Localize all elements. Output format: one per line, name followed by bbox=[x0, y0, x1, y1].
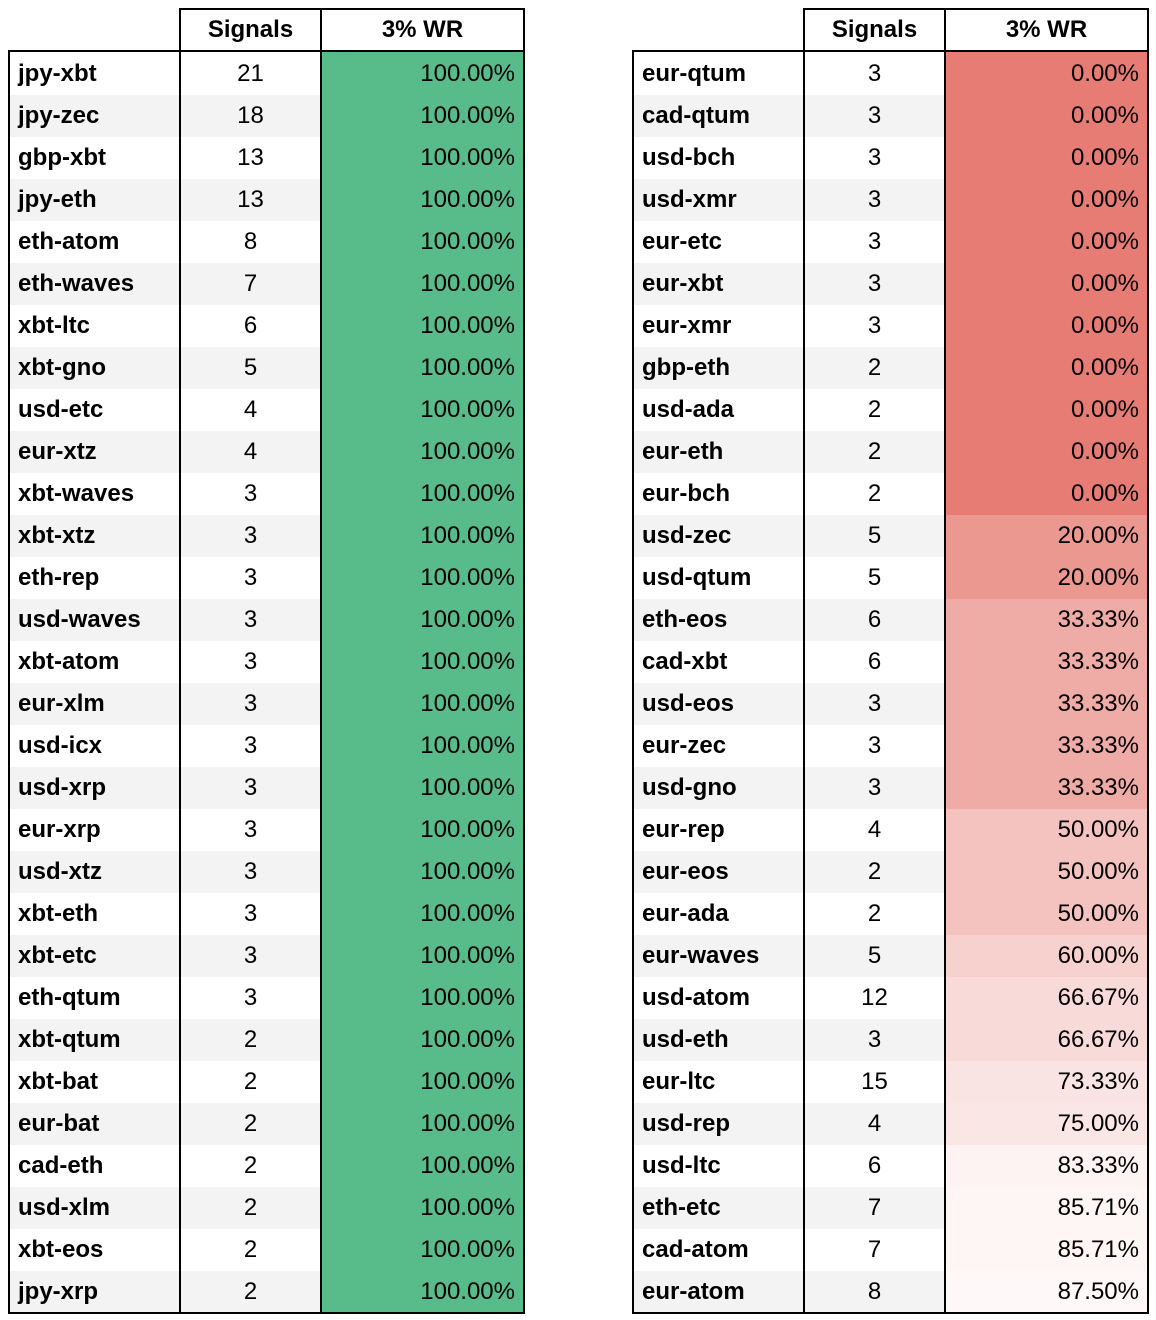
table-row bbox=[633, 809, 1148, 851]
table-row bbox=[633, 179, 1148, 221]
win-rate-cell: 85.71% bbox=[945, 1187, 1148, 1229]
signals-cell: 13 bbox=[180, 179, 321, 221]
win-rate-cell: 0.00% bbox=[945, 95, 1148, 137]
win-rate-cell: 33.33% bbox=[945, 641, 1148, 683]
pair-name-cell: jpy-eth bbox=[9, 179, 180, 221]
signals-cell: 3 bbox=[804, 137, 945, 179]
signals-cell: 3 bbox=[804, 1019, 945, 1061]
pair-name-cell: xbt-eos bbox=[9, 1229, 180, 1271]
table-row bbox=[633, 431, 1148, 473]
win-rate-cell: 100.00% bbox=[321, 473, 524, 515]
table-row bbox=[633, 767, 1148, 809]
table-row bbox=[633, 1145, 1148, 1187]
pair-name-cell: xbt-xtz bbox=[9, 515, 180, 557]
win-rate-cell: 50.00% bbox=[945, 809, 1148, 851]
signals-cell: 4 bbox=[804, 1103, 945, 1145]
signals-cell: 3 bbox=[804, 767, 945, 809]
table-row bbox=[9, 977, 524, 1019]
win-rate-cell: 100.00% bbox=[321, 851, 524, 893]
win-rate-cell: 100.00% bbox=[321, 893, 524, 935]
pair-name-cell: usd-zec bbox=[633, 515, 804, 557]
pair-name-cell: xbt-atom bbox=[9, 641, 180, 683]
signals-cell: 3 bbox=[180, 725, 321, 767]
signals-cell: 2 bbox=[804, 473, 945, 515]
signals-cell: 6 bbox=[180, 305, 321, 347]
pair-name-cell: xbt-etc bbox=[9, 935, 180, 977]
table-row bbox=[9, 515, 524, 557]
signals-cell: 3 bbox=[804, 179, 945, 221]
win-rate-cell: 0.00% bbox=[945, 305, 1148, 347]
table-row bbox=[9, 473, 524, 515]
table-row bbox=[633, 935, 1148, 977]
table-row bbox=[633, 893, 1148, 935]
table-row bbox=[633, 641, 1148, 683]
table-row bbox=[9, 1145, 524, 1187]
pair-name-cell: eur-xmr bbox=[633, 305, 804, 347]
signals-cell: 4 bbox=[180, 431, 321, 473]
pair-name-cell: xbt-qtum bbox=[9, 1019, 180, 1061]
win-rate-cell: 0.00% bbox=[945, 137, 1148, 179]
pair-name-cell: cad-qtum bbox=[633, 95, 804, 137]
signals-cell: 12 bbox=[804, 977, 945, 1019]
signals-cell: 5 bbox=[804, 515, 945, 557]
signals-cell: 3 bbox=[180, 893, 321, 935]
pair-name-cell: cad-xbt bbox=[633, 641, 804, 683]
signals-cell: 3 bbox=[180, 851, 321, 893]
table-row bbox=[9, 95, 524, 137]
table-row bbox=[9, 389, 524, 431]
signals-cell: 3 bbox=[804, 725, 945, 767]
table-row bbox=[9, 1271, 524, 1313]
signals-cell: 3 bbox=[180, 767, 321, 809]
win-rate-cell: 100.00% bbox=[321, 809, 524, 851]
pair-name-cell: eur-atom bbox=[633, 1271, 804, 1313]
signals-cell: 2 bbox=[804, 431, 945, 473]
signals-cell: 7 bbox=[804, 1187, 945, 1229]
signals-cell: 3 bbox=[180, 977, 321, 1019]
table-row bbox=[633, 305, 1148, 347]
win-rate-cell: 50.00% bbox=[945, 851, 1148, 893]
win-rate-cell: 100.00% bbox=[321, 977, 524, 1019]
win-rate-cell: 0.00% bbox=[945, 179, 1148, 221]
win-rate-cell: 87.50% bbox=[945, 1271, 1148, 1313]
table-row bbox=[9, 809, 524, 851]
signals-cell: 3 bbox=[180, 683, 321, 725]
pair-name-cell: usd-xlm bbox=[9, 1187, 180, 1229]
table-row bbox=[9, 725, 524, 767]
win-rate-cell: 85.71% bbox=[945, 1229, 1148, 1271]
pair-name-cell: usd-xtz bbox=[9, 851, 180, 893]
signals-cell: 6 bbox=[804, 1145, 945, 1187]
win-rate-cell: 100.00% bbox=[321, 1229, 524, 1271]
win-rate-cell: 83.33% bbox=[945, 1145, 1148, 1187]
table-row bbox=[9, 1229, 524, 1271]
signals-cell: 3 bbox=[804, 95, 945, 137]
win-rate-cell: 33.33% bbox=[945, 767, 1148, 809]
win-rate-cell: 100.00% bbox=[321, 1271, 524, 1313]
header-win-rate: 3% WR bbox=[321, 9, 524, 51]
table-row bbox=[633, 1019, 1148, 1061]
pair-name-cell: eth-qtum bbox=[9, 977, 180, 1019]
win-rate-cell: 100.00% bbox=[321, 389, 524, 431]
signals-cell: 2 bbox=[180, 1187, 321, 1229]
table-row bbox=[633, 1103, 1148, 1145]
signals-cell: 3 bbox=[180, 935, 321, 977]
win-rate-cell: 0.00% bbox=[945, 221, 1148, 263]
win-rate-cell: 100.00% bbox=[321, 725, 524, 767]
table-row bbox=[633, 557, 1148, 599]
table-row bbox=[9, 305, 524, 347]
signals-cell: 3 bbox=[804, 683, 945, 725]
win-rate-cell: 66.67% bbox=[945, 1019, 1148, 1061]
pair-name-cell: eur-ltc bbox=[633, 1061, 804, 1103]
signals-cell: 2 bbox=[804, 347, 945, 389]
pair-name-cell: eur-eth bbox=[633, 431, 804, 473]
signals-cell: 13 bbox=[180, 137, 321, 179]
pair-name-cell: usd-xmr bbox=[633, 179, 804, 221]
signals-cell: 3 bbox=[804, 305, 945, 347]
pair-name-cell: eur-xrp bbox=[9, 809, 180, 851]
pair-name-cell: eur-rep bbox=[633, 809, 804, 851]
signals-cell: 5 bbox=[180, 347, 321, 389]
pair-name-cell: eth-rep bbox=[9, 557, 180, 599]
win-rate-cell: 100.00% bbox=[321, 1019, 524, 1061]
table-row bbox=[9, 137, 524, 179]
table-row bbox=[9, 767, 524, 809]
right-results-table bbox=[632, 8, 1149, 1314]
signals-cell: 7 bbox=[804, 1229, 945, 1271]
pair-name-cell: usd-xrp bbox=[9, 767, 180, 809]
table-row bbox=[633, 725, 1148, 767]
pair-name-cell: jpy-xbt bbox=[9, 51, 180, 95]
table-row bbox=[633, 1187, 1148, 1229]
win-rate-cell: 100.00% bbox=[321, 683, 524, 725]
pair-name-cell: eth-waves bbox=[9, 263, 180, 305]
table-row bbox=[633, 95, 1148, 137]
table-row bbox=[9, 935, 524, 977]
signals-cell: 8 bbox=[180, 221, 321, 263]
win-rate-cell: 20.00% bbox=[945, 515, 1148, 557]
table-row bbox=[633, 221, 1148, 263]
signals-cell: 2 bbox=[180, 1229, 321, 1271]
win-rate-cell: 0.00% bbox=[945, 389, 1148, 431]
win-rate-cell: 100.00% bbox=[321, 305, 524, 347]
pair-name-cell: eth-atom bbox=[9, 221, 180, 263]
header-win-rate: 3% WR bbox=[945, 9, 1148, 51]
win-rate-cell: 0.00% bbox=[945, 347, 1148, 389]
win-rate-cell: 100.00% bbox=[321, 1061, 524, 1103]
win-rate-cell: 75.00% bbox=[945, 1103, 1148, 1145]
pair-name-cell: gbp-eth bbox=[633, 347, 804, 389]
signals-cell: 5 bbox=[804, 557, 945, 599]
win-rate-cell: 60.00% bbox=[945, 935, 1148, 977]
pair-name-cell: eur-qtum bbox=[633, 51, 804, 95]
table-row bbox=[633, 473, 1148, 515]
signals-cell: 3 bbox=[180, 641, 321, 683]
table-row bbox=[633, 851, 1148, 893]
table-row bbox=[9, 851, 524, 893]
left-results-table bbox=[8, 8, 525, 1314]
pair-name-cell: xbt-gno bbox=[9, 347, 180, 389]
table-row bbox=[633, 977, 1148, 1019]
pair-name-cell: eur-xtz bbox=[9, 431, 180, 473]
signals-cell: 2 bbox=[804, 851, 945, 893]
pair-name-cell: usd-ada bbox=[633, 389, 804, 431]
table-row bbox=[9, 179, 524, 221]
pair-name-cell: gbp-xbt bbox=[9, 137, 180, 179]
signals-cell: 7 bbox=[180, 263, 321, 305]
pair-name-cell: eur-waves bbox=[633, 935, 804, 977]
pair-name-cell: eur-eos bbox=[633, 851, 804, 893]
table-row bbox=[9, 683, 524, 725]
win-rate-cell: 100.00% bbox=[321, 221, 524, 263]
pair-name-cell: usd-atom bbox=[633, 977, 804, 1019]
pair-name-cell: jpy-zec bbox=[9, 95, 180, 137]
win-rate-cell: 100.00% bbox=[321, 431, 524, 473]
pair-name-cell: usd-waves bbox=[9, 599, 180, 641]
win-rate-cell: 100.00% bbox=[321, 95, 524, 137]
header-row bbox=[9, 9, 524, 51]
table-row bbox=[9, 1187, 524, 1229]
win-rate-cell: 100.00% bbox=[321, 179, 524, 221]
win-rate-cell: 0.00% bbox=[945, 263, 1148, 305]
pair-name-cell: usd-icx bbox=[9, 725, 180, 767]
signals-cell: 2 bbox=[804, 389, 945, 431]
win-rate-cell: 73.33% bbox=[945, 1061, 1148, 1103]
pair-name-cell: eur-xbt bbox=[633, 263, 804, 305]
win-rate-cell: 100.00% bbox=[321, 599, 524, 641]
signals-cell: 3 bbox=[180, 599, 321, 641]
table-row bbox=[633, 51, 1148, 95]
win-rate-cell: 20.00% bbox=[945, 557, 1148, 599]
pair-name-cell: xbt-waves bbox=[9, 473, 180, 515]
signals-cell: 8 bbox=[804, 1271, 945, 1313]
table-row bbox=[633, 1229, 1148, 1271]
signals-cell: 4 bbox=[804, 809, 945, 851]
signals-cell: 18 bbox=[180, 95, 321, 137]
table-row bbox=[9, 1061, 524, 1103]
pair-name-cell: usd-eth bbox=[633, 1019, 804, 1061]
win-rate-cell: 100.00% bbox=[321, 51, 524, 95]
table-row bbox=[633, 515, 1148, 557]
table-row bbox=[9, 557, 524, 599]
signals-cell: 4 bbox=[180, 389, 321, 431]
table-row bbox=[9, 893, 524, 935]
table-row bbox=[633, 389, 1148, 431]
pair-name-cell: eur-etc bbox=[633, 221, 804, 263]
signals-cell: 2 bbox=[180, 1145, 321, 1187]
signals-cell: 3 bbox=[804, 263, 945, 305]
signals-cell: 5 bbox=[804, 935, 945, 977]
pair-name-cell: eur-xlm bbox=[9, 683, 180, 725]
signals-cell: 2 bbox=[180, 1103, 321, 1145]
pair-name-cell: eur-bat bbox=[9, 1103, 180, 1145]
win-rate-cell: 100.00% bbox=[321, 557, 524, 599]
pair-name-cell: xbt-eth bbox=[9, 893, 180, 935]
win-rate-cell: 0.00% bbox=[945, 473, 1148, 515]
table-row bbox=[9, 599, 524, 641]
pair-name-cell: usd-ltc bbox=[633, 1145, 804, 1187]
win-rate-cell: 100.00% bbox=[321, 1187, 524, 1229]
win-rate-cell: 33.33% bbox=[945, 725, 1148, 767]
signals-cell: 3 bbox=[180, 809, 321, 851]
signals-cell: 2 bbox=[180, 1061, 321, 1103]
signals-cell: 2 bbox=[804, 893, 945, 935]
pair-name-cell: usd-qtum bbox=[633, 557, 804, 599]
table-row bbox=[9, 347, 524, 389]
signals-cell: 3 bbox=[804, 51, 945, 95]
pair-name-cell: eth-eos bbox=[633, 599, 804, 641]
table-row bbox=[9, 1103, 524, 1145]
table-row bbox=[9, 51, 524, 95]
signals-cell: 3 bbox=[804, 221, 945, 263]
left-table-body bbox=[9, 51, 524, 1313]
signals-cell: 3 bbox=[180, 515, 321, 557]
table-row bbox=[633, 683, 1148, 725]
win-rate-cell: 33.33% bbox=[945, 599, 1148, 641]
table-row bbox=[9, 221, 524, 263]
pair-name-cell: jpy-xrp bbox=[9, 1271, 180, 1313]
win-rate-cell: 100.00% bbox=[321, 1145, 524, 1187]
table-row bbox=[633, 263, 1148, 305]
pair-name-cell: xbt-ltc bbox=[9, 305, 180, 347]
win-rate-cell: 100.00% bbox=[321, 1103, 524, 1145]
table-row bbox=[633, 1061, 1148, 1103]
header-blank-cell bbox=[9, 9, 180, 51]
signals-cell: 21 bbox=[180, 51, 321, 95]
signals-cell: 6 bbox=[804, 599, 945, 641]
pair-name-cell: eur-bch bbox=[633, 473, 804, 515]
pair-name-cell: usd-gno bbox=[633, 767, 804, 809]
signals-cell: 3 bbox=[180, 473, 321, 515]
signals-cell: 3 bbox=[180, 557, 321, 599]
win-rate-cell: 100.00% bbox=[321, 935, 524, 977]
pair-name-cell: eur-zec bbox=[633, 725, 804, 767]
pair-name-cell: usd-eos bbox=[633, 683, 804, 725]
header-signals: Signals bbox=[180, 9, 321, 51]
win-rate-cell: 100.00% bbox=[321, 515, 524, 557]
pair-name-cell: cad-atom bbox=[633, 1229, 804, 1271]
table-row bbox=[9, 641, 524, 683]
table-row bbox=[633, 599, 1148, 641]
win-rate-cell: 100.00% bbox=[321, 263, 524, 305]
win-rate-cell: 33.33% bbox=[945, 683, 1148, 725]
win-rate-cell: 100.00% bbox=[321, 137, 524, 179]
table-row bbox=[633, 1271, 1148, 1313]
right-table-body bbox=[633, 51, 1148, 1313]
pair-name-cell: xbt-bat bbox=[9, 1061, 180, 1103]
win-rate-cell: 66.67% bbox=[945, 977, 1148, 1019]
table-row bbox=[633, 137, 1148, 179]
pair-name-cell: usd-bch bbox=[633, 137, 804, 179]
win-rate-cell: 0.00% bbox=[945, 431, 1148, 473]
win-rate-cell: 100.00% bbox=[321, 347, 524, 389]
header-signals: Signals bbox=[804, 9, 945, 51]
pair-name-cell: eur-ada bbox=[633, 893, 804, 935]
signals-cell: 2 bbox=[180, 1019, 321, 1061]
pair-name-cell: cad-eth bbox=[9, 1145, 180, 1187]
signals-cell: 15 bbox=[804, 1061, 945, 1103]
table-row bbox=[9, 1019, 524, 1061]
table-row bbox=[633, 347, 1148, 389]
signals-cell: 6 bbox=[804, 641, 945, 683]
win-rate-cell: 50.00% bbox=[945, 893, 1148, 935]
signals-cell: 2 bbox=[180, 1271, 321, 1313]
pair-name-cell: usd-etc bbox=[9, 389, 180, 431]
header-blank-cell bbox=[633, 9, 804, 51]
header-row bbox=[633, 9, 1148, 51]
table-row bbox=[9, 431, 524, 473]
win-rate-cell: 0.00% bbox=[945, 51, 1148, 95]
win-rate-cell: 100.00% bbox=[321, 767, 524, 809]
pair-name-cell: usd-rep bbox=[633, 1103, 804, 1145]
pair-name-cell: eth-etc bbox=[633, 1187, 804, 1229]
win-rate-cell: 100.00% bbox=[321, 641, 524, 683]
table-row bbox=[9, 263, 524, 305]
